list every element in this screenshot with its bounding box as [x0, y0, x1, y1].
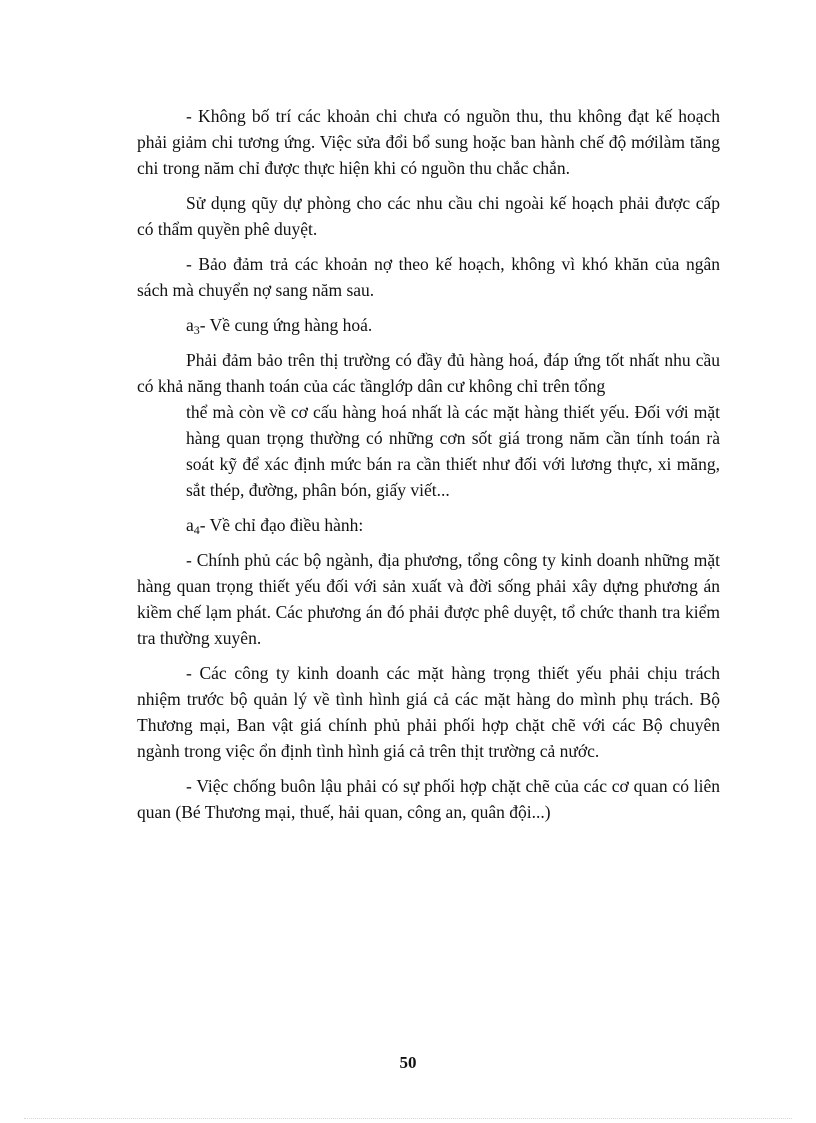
paragraph-debt-repayment: - Bảo đảm trả các khoản nợ theo kế hoạch, không vì khó khăn của ngân sách mà chuyển nợ sang năm sau.	[137, 254, 720, 300]
paragraph-goods-structure: thể mà còn về cơ cấu hàng hoá nhất là các mặt hàng thiết yếu. Đối với mặt hàng quan trọng thường có những cơn sốt giá trong năm cần tính toán rà soát kỹ để xác định mức bán ra cần thiết như đối với lương thực, xi măng, sắt thép, đường, phân bón, giấy viết...	[186, 402, 720, 500]
paragraph-budget-spending: - Không bố trí các khoản chi chưa có nguồn thu, thu không đạt kế hoạch phải giảm chi tương ứng. Việc sửa đổi bổ sung hoặc ban hành chế độ mớilàm tăng chi trong năm chỉ được thực hiện khi có nguồn thu chắc chắn.	[137, 106, 720, 178]
heading-a3-subscript: 3	[193, 323, 200, 337]
heading-a4-text: - Về chỉ đạo điều hành:	[199, 515, 364, 535]
paragraph-anti-smuggling: - Việc chống buôn lậu phải có sự phối hợp chặt chẽ của các cơ quan có liên quan (Bé Thương mại, thuế, hải quan, công an, quân đội...)	[137, 776, 720, 822]
document-body	[137, 103, 720, 834]
heading-a3-prefix: a	[186, 315, 194, 335]
heading-a4	[137, 512, 720, 538]
heading-a4-prefix: a	[186, 515, 194, 535]
paragraph-reserve-fund: Sử dụng qũy dự phòng cho các nhu cầu chi ngoài kế hoạch phải được cấp có thẩm quyền phê duyệt.	[137, 193, 720, 239]
heading-a3	[137, 312, 720, 338]
page-bottom-divider	[24, 1118, 792, 1119]
paragraph-business-responsibility: - Các công ty kinh doanh các mặt hàng trọng thiết yếu phải chịu trách nhiệm trước bộ quản lý về tình hình giá cả các mặt hàng do mình phụ trách. Bộ Thương mại, Ban vật giá chính phủ phải phối hợp chặt chẽ với các Bộ chuyên ngành trong việc ổn định tình hình giá cả trên thịt trường cả nước.	[137, 663, 720, 761]
heading-a3-text: - Về cung ứng hàng hoá.	[199, 315, 373, 335]
paragraph-government-ministries: - Chính phủ các bộ ngành, địa phương, tổng công ty kinh doanh những mặt hàng quan trọng thiết yếu đối với sản xuất và đời sống phải xây dựng phương án kiềm chế lạm phát. Các phương án đó phải được phê duyệt, tổ chức thanh tra kiểm tra thường xuyên.	[137, 550, 720, 648]
heading-a4-subscript: 4	[193, 523, 200, 537]
paragraph-goods-supply: Phải đảm bảo trên thị trường có đầy đủ hàng hoá, đáp ứng tốt nhất nhu cầu có khả năng thanh toán của các tầnglớp dân cư không chỉ trên tổng	[137, 350, 720, 396]
page-number: 50	[399, 1053, 417, 1072]
